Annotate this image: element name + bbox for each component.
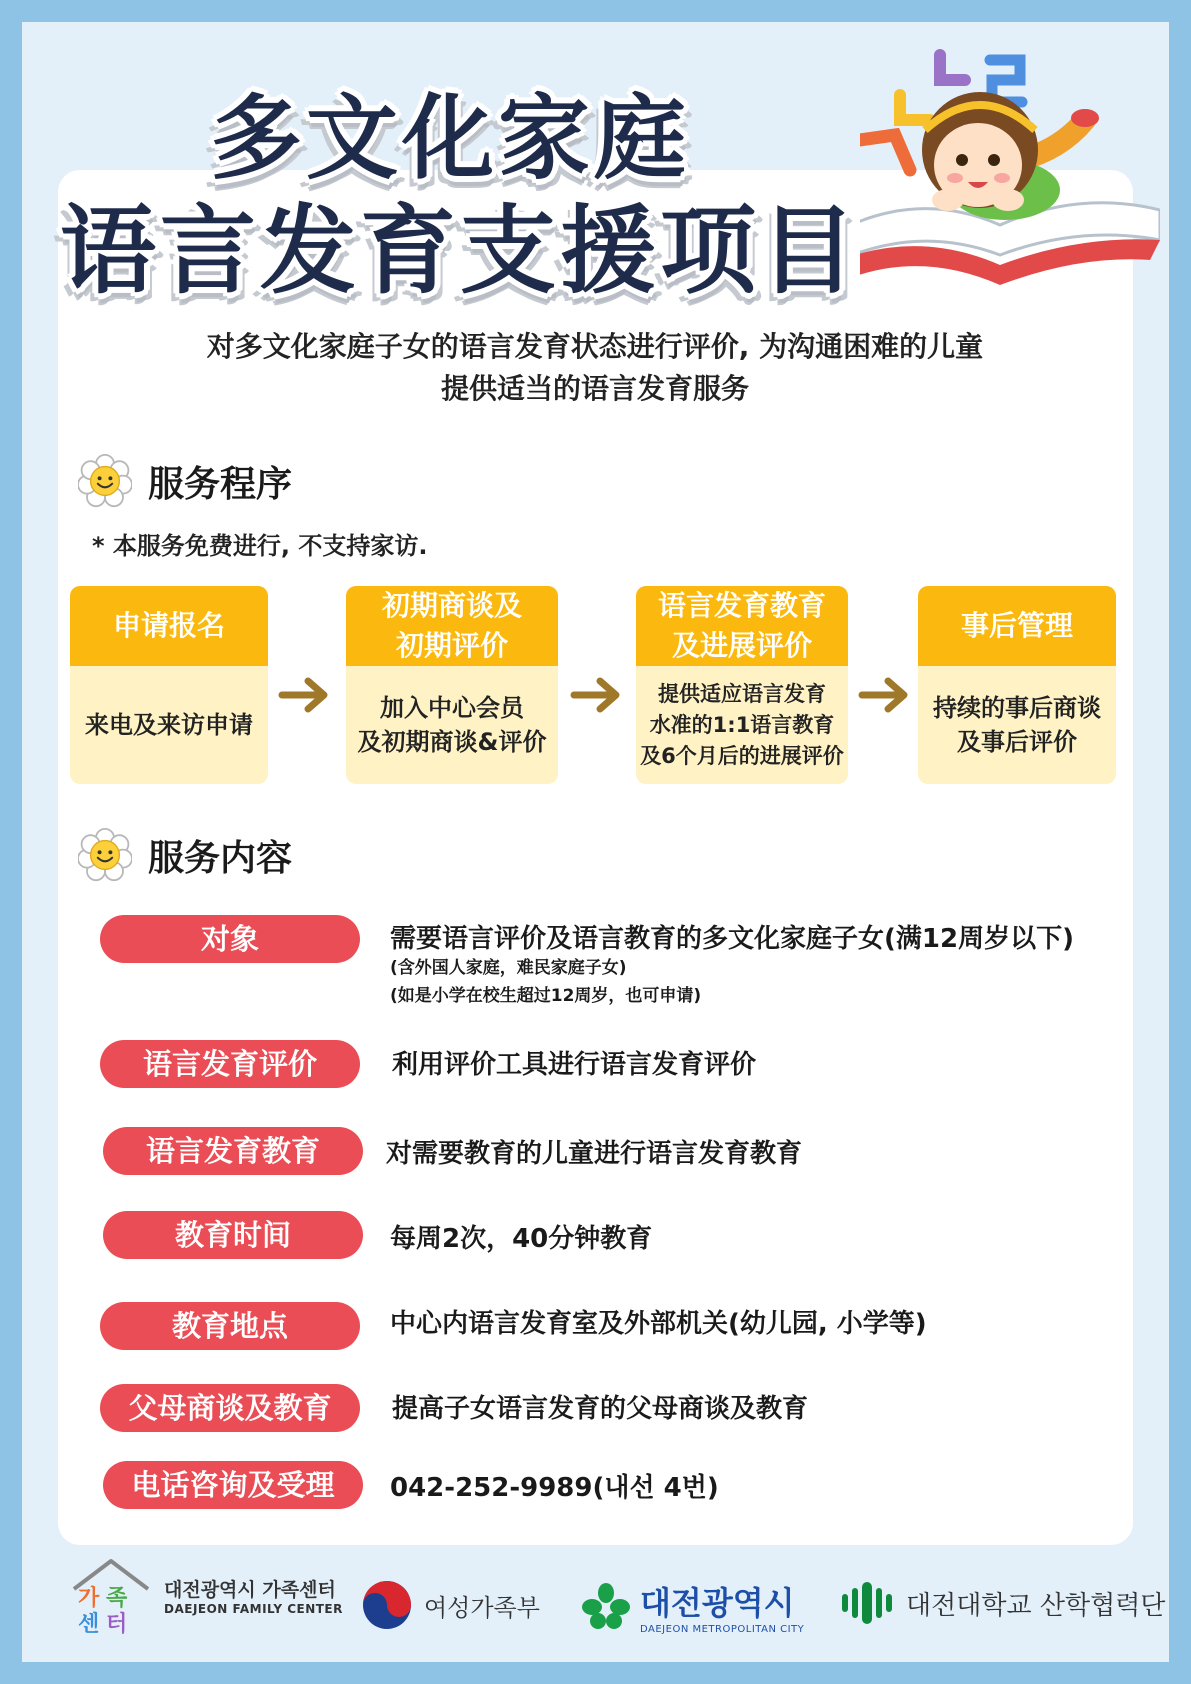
row-label-education: 语言发育教育 [103,1127,363,1175]
family-center-mark-part-4: 터 [106,1612,128,1635]
process-heading-text: 服务程序 [148,463,293,505]
row-label-parent-consult: 父母商谈及教育 [100,1384,360,1432]
step-initial-consult [346,586,558,784]
daejeon-city-emblem-icon [582,1583,630,1631]
row-label-assessment: 语言发育评价 [100,1040,360,1088]
daejeon-city-name-en: DAEJEON METROPOLITAN CITY [640,1624,805,1635]
step-language-education-body: 提供适应语言发育 水准的1:1语言教育 及6个月后的进展评价 [640,681,844,768]
row-desc-schedule: 每周2次，40分钟教育 [390,1224,653,1254]
smiley-flower-icon [78,828,132,882]
row-desc-parent-consult: 提高子女语言发育的父母商谈及教育 [392,1394,809,1424]
logo-ministry-gender-equality [360,1578,540,1632]
ministry-name: 여성가족부 [424,1593,540,1622]
step-initial-consult-title: 初期商谈及 初期评价 [346,586,558,666]
step-apply [70,586,268,784]
intro-line-1: 对多文化家庭子女的语言发育状态进行评价, 为沟通困难的儿童 [206,330,984,363]
smiley-flower-icon [78,454,132,508]
child-reading-illustration [860,40,1160,320]
letter-c-icon [940,55,965,80]
arrow-right-icon [278,675,330,715]
logo-daejeon-metropolitan-city [582,1578,804,1635]
process-section-heading [78,454,292,508]
intro-text [100,326,1090,410]
row-desc-assessment: 利用评价工具进行语言发育评价 [392,1050,757,1080]
step-follow-up-body: 持续的事后商谈 及事后评价 [933,694,1101,756]
taegeuk-emblem-icon [360,1578,414,1632]
row-desc-target: 需要语言评价及语言教育的多文化家庭子女(满12周岁以下) [390,924,1074,954]
step-follow-up [918,586,1116,784]
row-label-phone: 电话咨询及受理 [103,1461,363,1509]
step-language-education [636,586,848,784]
letter-l-icon [900,95,930,120]
row-label-target: 对象 [100,915,360,963]
title-block [60,55,860,305]
row-desc-location: 中心内语言发育室及外部机关(幼儿园, 小学等) [390,1309,927,1339]
step-language-education-title: 语言发育教育 及进展评价 [636,586,848,666]
daejeon-university-emblem-icon [838,1580,896,1626]
family-center-mark-part-3: 센 [78,1612,100,1635]
arrow-right-icon [570,675,622,715]
family-center-mark-part-2: 족 [106,1586,128,1611]
process-note: * 本服务免费进行, 不支持家访. [92,532,428,560]
row-desc-phone: 042-252-9989(내선 4번) [390,1473,719,1503]
title-line-1: 多文化家庭 [210,85,691,192]
logo-daejeon-family-center [68,1555,343,1635]
family-center-name-ko: 대전광역시 가족센터 [164,1578,336,1601]
row-sub-target-2: (如是小学在校生超过12周岁，也可申请) [390,986,702,1006]
intro-line-2: 提供适当的语言发育服务 [440,372,749,405]
row-label-location: 教育地点 [100,1302,360,1350]
content-heading-text: 服务内容 [148,837,293,879]
step-follow-up-title: 事后管理 [918,586,1116,666]
arrow-right-icon [858,675,910,715]
letter-angle-icon [860,135,910,170]
row-sub-target-1: (含外国人家庭，难民家庭子女) [390,958,627,978]
step-initial-consult-body: 加入中心会员 及初期商谈&评价 [357,694,547,756]
family-center-house-logo [68,1555,154,1635]
content-section-heading [78,828,292,882]
step-apply-body: 来电及来访申请 [85,711,253,739]
family-center-mark-part-1: 가 [78,1586,100,1611]
logo-daejeon-university [838,1580,1165,1626]
daejeon-city-name-ko: 대전광역시 [640,1584,795,1622]
daejeon-university-name: 대전대학교 산학협력단 [906,1590,1166,1621]
row-label-schedule: 教育时间 [103,1211,363,1259]
title-line-2: 语言发育支援项目 [60,195,860,307]
step-apply-title: 申请报名 [70,586,268,666]
family-center-name-en: DAEJEON FAMILY CENTER [164,1601,343,1616]
row-desc-education: 对需要教育的儿童进行语言发育教育 [386,1139,803,1169]
